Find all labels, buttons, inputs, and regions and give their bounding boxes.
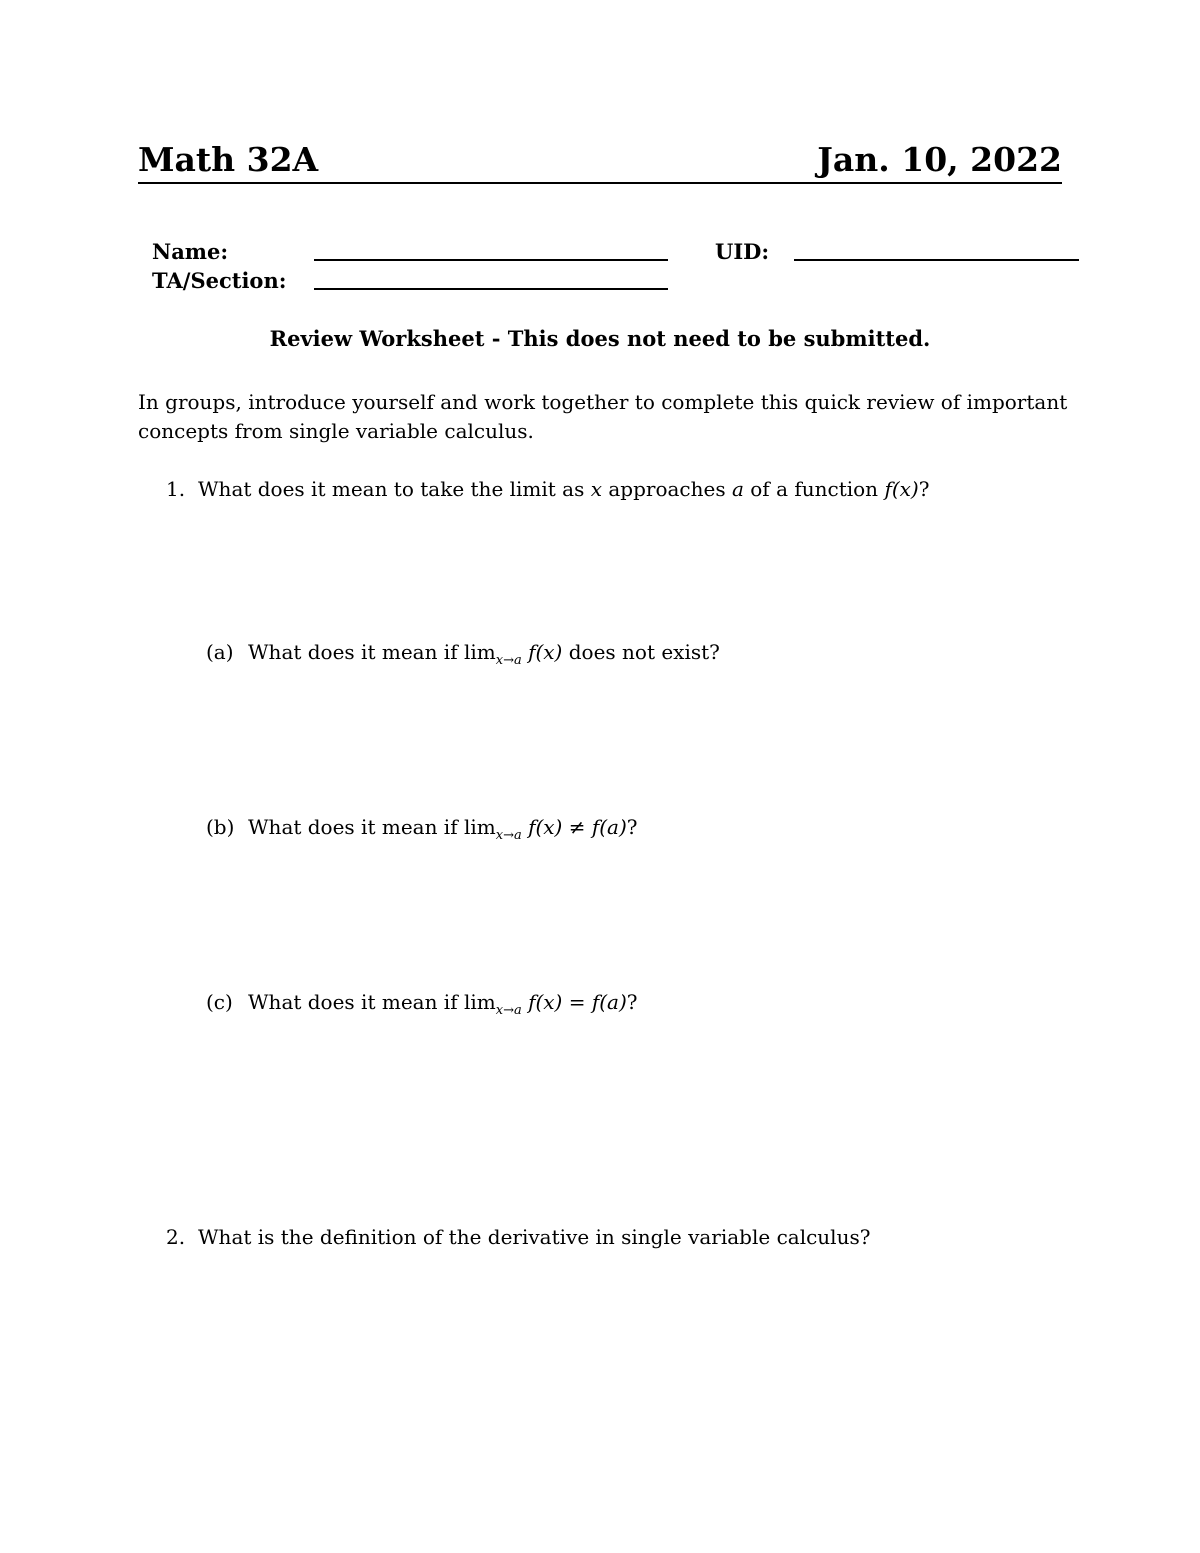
part-label: (b) xyxy=(206,815,235,839)
question-1a xyxy=(206,640,720,668)
question-text: What does it mean if lim xyxy=(248,990,496,1014)
question-1 xyxy=(166,477,929,501)
math-variable: x xyxy=(590,477,603,501)
math-expression: f(x) xyxy=(521,640,563,664)
limit-subscript: x→a xyxy=(495,653,522,668)
question-number: 2. xyxy=(166,1225,186,1249)
ta-section-field[interactable] xyxy=(314,288,668,290)
course-title: Math 32A xyxy=(138,140,319,179)
name-label: Name: xyxy=(152,239,229,264)
question-text: ? xyxy=(626,815,638,839)
question-text: does not exist? xyxy=(562,640,720,664)
question-text: What does it mean if lim xyxy=(248,640,496,664)
header xyxy=(138,140,1062,184)
intro-paragraph: In groups, introduce yourself and work together to complete this quick review of important concepts from single variable calculus. xyxy=(138,390,1068,443)
limit-subscript: x→a xyxy=(495,828,522,843)
question-2 xyxy=(166,1225,870,1249)
question-text: approaches xyxy=(602,477,732,501)
question-number: 1. xyxy=(166,477,186,501)
question-1b xyxy=(206,815,638,843)
date: Jan. 10, 2022 xyxy=(817,140,1062,179)
worksheet-subtitle: Review Worksheet - This does not need to be submitted. xyxy=(269,326,931,351)
part-label: (a) xyxy=(206,640,234,664)
math-expression: f(x) = f(a) xyxy=(521,990,627,1014)
question-text: of a function xyxy=(743,477,885,501)
math-expression: f(x) ≠ f(a) xyxy=(521,815,627,839)
question-text: ? xyxy=(626,990,638,1014)
math-variable: a xyxy=(731,477,744,501)
ta-section-label: TA/Section: xyxy=(152,268,287,293)
question-text: What does it mean to take the limit as xyxy=(198,477,591,501)
part-label: (c) xyxy=(206,990,233,1014)
question-text: ? xyxy=(918,477,930,501)
limit-subscript: x→a xyxy=(495,1003,522,1018)
math-expression: f(x) xyxy=(884,477,919,501)
question-text: What does it mean if lim xyxy=(248,815,496,839)
question-text: What is the definition of the derivative in single variable calculus? xyxy=(198,1225,871,1249)
question-1c xyxy=(206,990,638,1018)
uid-label: UID: xyxy=(715,239,770,264)
name-field[interactable] xyxy=(314,259,668,261)
uid-field[interactable] xyxy=(794,259,1079,261)
